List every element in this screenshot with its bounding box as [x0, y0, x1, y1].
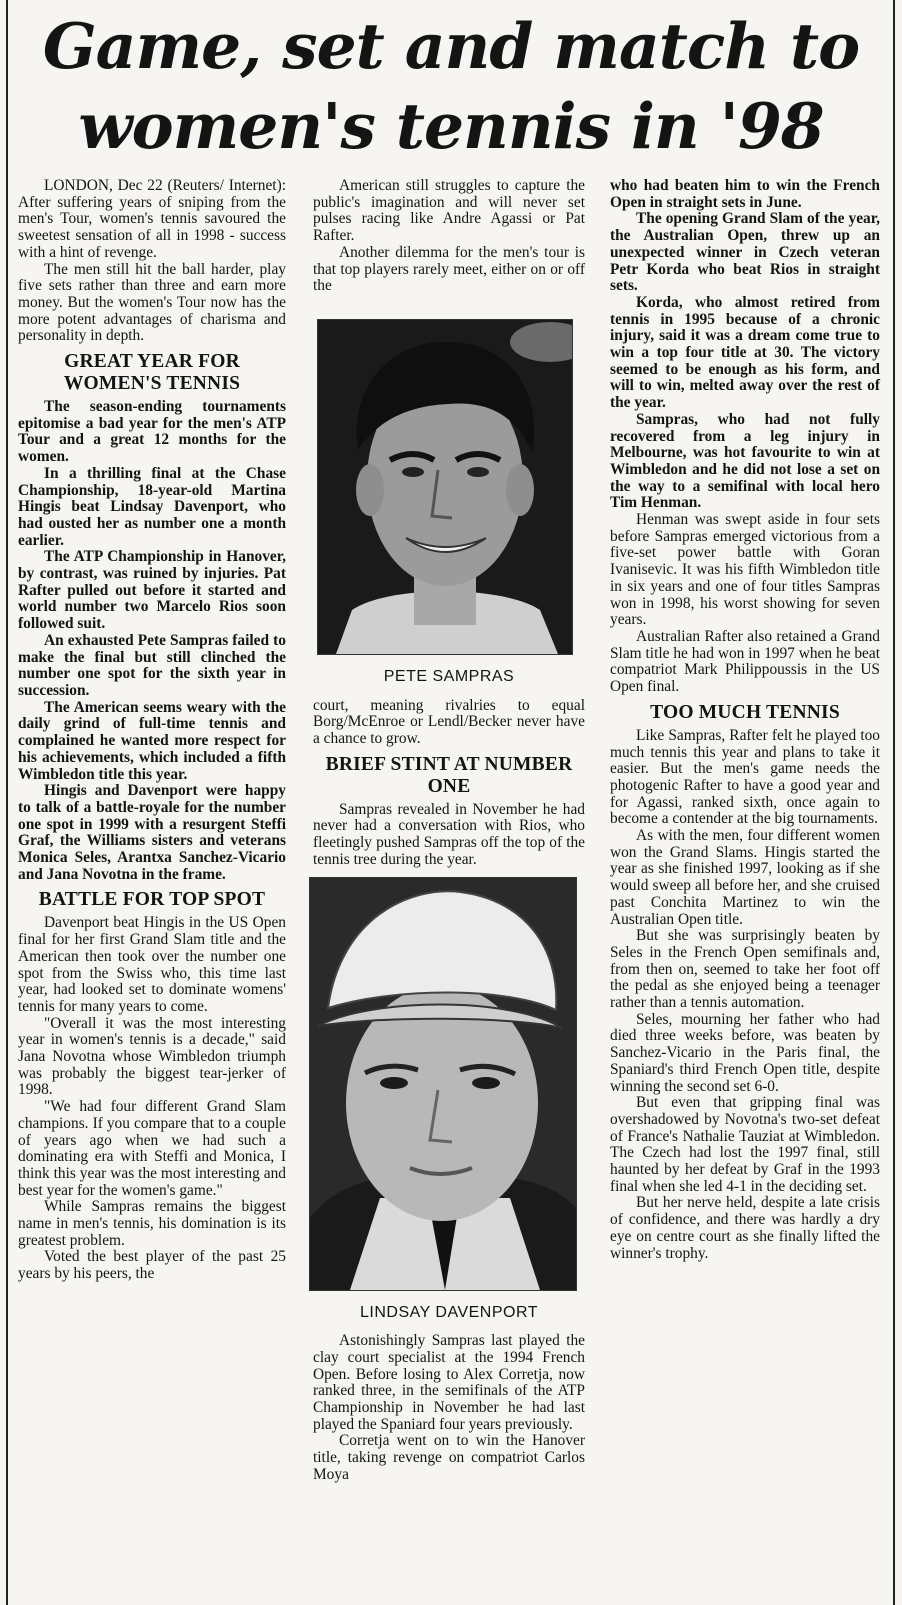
photo-caption-pete-sampras: PETE SAMPRAS [383, 667, 515, 685]
body-paragraph: Another dilemma for the men's tour is that top players rarely meet, either on or off the [313, 243, 585, 295]
body-paragraph: Australian Rafter also retained a Grand Slam title he had won in 1997 when he beat compatriot Mark Philippoussis in the US Open final. [610, 627, 880, 696]
body-paragraph: who had beaten him to win the French Open in straight sets in June. [610, 177, 880, 211]
body-paragraph: As with the men, four different women won the Grand Slams. Hingis started the year as she finished 1997, looking as if she would sweep all before her, and she cruised past Conchita Martinez to win the Australian Open title. [610, 827, 880, 928]
headline-line-1: Game, set and match to [42, 9, 860, 83]
body-paragraph: Like Sampras, Rafter felt he played too much tennis this year and plans to take it easier. But the men's game needs the photogenic Rafter to have a good year and for Agassi, ranked sixth, once again to become a contender at the big tournaments. [610, 726, 880, 828]
photo-caption-lindsay-davenport: LINDSAY DAVENPORT [359, 1303, 539, 1321]
body-paragraph: But she was surprisingly beaten by Seles in the French Open semifinals and, from then on, seemed to take her foot off the pedal as she enjoyed being a teenager rather than a tennis automation. [610, 927, 880, 1012]
photo-lindsay-davenport [309, 877, 577, 1291]
body-paragraph: Seles, mourning her father who had died three weeks before, was beaten by Sanchez-Vicario in the Paris final, the Spaniard's third French Open title, despite winning the second set 6-0. [610, 1010, 880, 1095]
body-paragraph: The men still hit the ball harder, play five sets rather than three and earn more money. But the women's Tour now has the more potent advantages of charisma and personality in depth. [18, 260, 286, 345]
body-paragraph: "We had four different Grand Slam champions. If you compare that to a couple of years ago when we had such a dominating era with Steffi and Monica, I think this year was the most interesting and best year for the women's game." [18, 1098, 286, 1199]
body-paragraph: Hingis and Davenport were happy to talk of a battle-royale for the number one spot in 1999 with a resurgent Steffi Graf, the Williams sisters and veterans Monica Seles, Arantxa Sanchez-Vicario and Jana Novotna in the frame. [18, 782, 286, 883]
portrait-photo-icon [310, 878, 576, 1290]
body-paragraph: American still struggles to capture the public's imagination and will never set pulses racing like Andre Agassi or Pat Rafter. [313, 177, 585, 245]
body-paragraph: Korda, who almost retired from tennis in 1995 because of a chronic injury, said it was a dream come true to win a top four title at 30. The victory seemed to be enough as his form, and will to win, melted away over the rest of the year. [610, 293, 880, 412]
body-paragraph: The opening Grand Slam of the year, the Australian Open, threw up an unexpected winner in Czech veteran Petr Korda who beat Rios in straight sets. [610, 210, 880, 295]
body-paragraph: "Overall it was the most interesting year in women's tennis is a decade," said Jana Novotna whose Wimbledon triumph was probably the biggest tear-jerker of 1998. [18, 1014, 286, 1099]
photo-pete-sampras [317, 319, 573, 655]
body-paragraph: While Sampras remains the biggest name in men's tennis, his domination is its greatest problem. [18, 1198, 286, 1249]
body-paragraph: LONDON, Dec 22 (Reuters/ Internet): After suffering years of sniping from the men's Tour, women's tennis savoured the sweetest sensation of all in 1998 - success with a hint of revenge. [18, 177, 286, 261]
left-border-rule [6, 0, 8, 1605]
article-column-3 [610, 178, 880, 1262]
body-paragraph: Sampras revealed in November he had never had a conversation with Rios, who fleetingly pushed Sampras off the top of the tennis tree during the year. [313, 800, 585, 868]
portrait-photo-icon [318, 320, 572, 654]
body-paragraph: Sampras, who had not fully recovered from a leg injury in Melbourne, was hot favourite to win at Wimbledon and he did not lose a set on the way to a semifinal with local hero Tim Henman. [610, 410, 880, 512]
subhead-great-year: GREAT YEAR FOR WOMEN'S TENNIS [63, 351, 241, 395]
body-paragraph: Davenport beat Hingis in the US Open final for her first Grand Slam title and the American then took over the number one spot from the Swiss who, this time last year, had looked set to dominate womens' tennis for many years to come. [18, 914, 286, 1015]
body-paragraph: The ATP Championship in Hanover, by contrast, was ruined by injuries. Pat Rafter pulled out before it started and world number two Marcelo Rios soon followed suit. [18, 548, 286, 633]
body-paragraph: But her nerve held, despite a late crisis of confidence, and there was hardly a dry eye on centre court as she finally lifted the winner's trophy. [610, 1194, 880, 1262]
body-paragraph: Voted the best player of the past 25 years by his peers, the [18, 1248, 286, 1283]
article-column-2 [313, 178, 585, 1484]
body-paragraph: Henman was swept aside in four sets before Sampras emerged victorious from a five-set power battle with Goran Ivanisevic. It was his fifth Wimbledon title in six years and one of four titles Sampras won in 1998, his worst showing for seven years. [610, 511, 880, 629]
subhead-too-much-tennis: TOO MUCH TENNIS [650, 701, 840, 723]
subhead-brief-stint: BRIEF STINT AT NUMBER ONE [325, 753, 573, 797]
body-paragraph: court, meaning rivalries to equal Borg/McEnroe or Lendl/Becker never have a chance to grow. [313, 696, 585, 748]
body-paragraph: Astonishingly Sampras last played the clay court specialist at the 1994 French Open. Before losing to Alex Corretja, now ranked three, in the semifinals of the ATP Championship in November he had last played the Spaniard four years previously. [313, 1332, 585, 1433]
body-paragraph: An exhausted Pete Sampras failed to make the final but still clinched the number one spot for the sixth year in succession. [18, 631, 286, 699]
article-column-1 [18, 178, 286, 1283]
body-paragraph: The season-ending tournaments epitomise a bad year for the men's ATP Tour and a great 12 months for the women. [18, 398, 286, 466]
body-paragraph: But even that gripping final was overshadowed by Novotna's two-set defeat of France's Nathalie Tauziat at Wimbledon. The Czech had lost the 1997 final, still haunted by her defeat by Graf in the 1993 final when she led 4-1 in the deciding set. [610, 1094, 880, 1195]
headline-line-2: women's tennis in '98 [78, 89, 824, 163]
body-paragraph: The American seems weary with the daily grind of full-time tennis and complained he wanted more respect for his achievements, which included a fifth Wimbledon title this year. [18, 698, 286, 783]
body-paragraph: In a thrilling final at the Chase Championship, 18-year-old Martina Hingis beat Lindsay Davenport, who had ousted her as number one a month earlier. [18, 464, 286, 549]
subhead-battle-for-top-spot: BATTLE FOR TOP SPOT [38, 889, 266, 911]
body-paragraph: Corretja went on to win the Hanover title, taking revenge on compatriot Carlos Moya [313, 1432, 585, 1483]
right-border-rule [893, 0, 895, 1605]
